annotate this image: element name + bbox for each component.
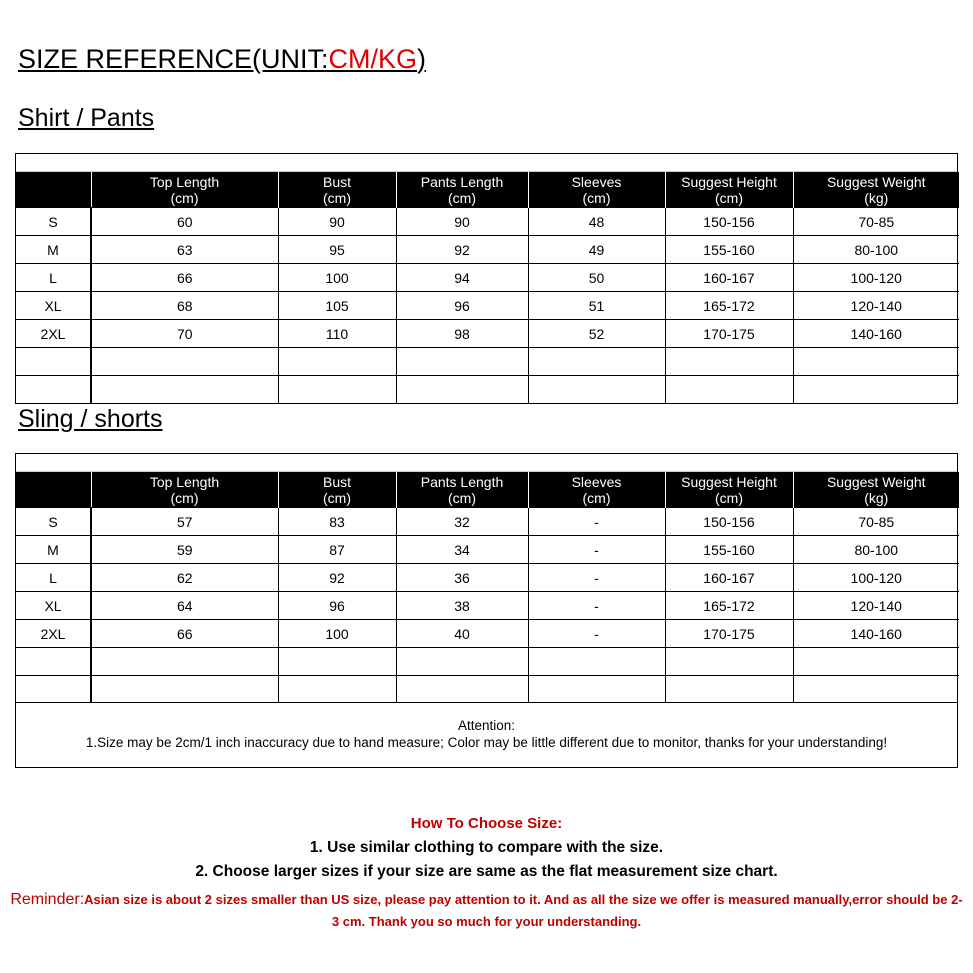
table-cell: 2XL (16, 620, 91, 648)
table-cell: - (528, 536, 665, 564)
table-cell: 92 (396, 236, 528, 264)
table-cell (278, 376, 396, 404)
table-cell: 32 (396, 508, 528, 536)
table-row (16, 208, 959, 236)
column-header: Pants Length (cm) (396, 172, 528, 208)
table-cell: 150-156 (665, 508, 793, 536)
table-row (16, 620, 959, 648)
table-cell: - (528, 620, 665, 648)
table-row (16, 592, 959, 620)
table-cell: 60 (91, 208, 278, 236)
table-cell (278, 676, 396, 704)
table-row (16, 292, 959, 320)
table-cell: 110 (278, 320, 396, 348)
table-cell: 48 (528, 208, 665, 236)
table-cell: 98 (396, 320, 528, 348)
table-cell (665, 348, 793, 376)
attention-note: Attention: 1.Size may be 2cm/1 inch inaccuracy due to hand measure; Color may be little different due to monitor, thanks for your understanding! (15, 702, 958, 768)
header-row (16, 172, 959, 208)
table-cell: 150-156 (665, 208, 793, 236)
table-cell (396, 648, 528, 676)
table-cell: 40 (396, 620, 528, 648)
table-cell (665, 648, 793, 676)
table-cell: 96 (278, 592, 396, 620)
table-cell: M (16, 536, 91, 564)
table-cell: XL (16, 292, 91, 320)
howto-step-2: 2. Choose larger sizes if your size are same as the flat measurement size chart. (195, 863, 778, 880)
table-row (16, 320, 959, 348)
table-cell (278, 348, 396, 376)
table-cell: 63 (91, 236, 278, 264)
table-cell: XL (16, 592, 91, 620)
table-cell (793, 348, 959, 376)
table-cell: 80-100 (793, 236, 959, 264)
howto-title: How To Choose Size: (410, 815, 563, 832)
table-cell (16, 348, 91, 376)
empty-row (16, 676, 959, 704)
table-cell: 49 (528, 236, 665, 264)
column-header: Suggest Height (cm) (665, 172, 793, 208)
table-cell: 165-172 (665, 592, 793, 620)
howto-step-1: 1. Use similar clothing to compare with the size. (309, 839, 664, 856)
table-cell: 87 (278, 536, 396, 564)
blank-row (16, 154, 957, 172)
empty-row (16, 648, 959, 676)
table-cell (793, 376, 959, 404)
reminder-note: Reminder:Asian size is about 2 sizes smaller than US size, please pay attention to it. And as all the size we offer is measured manually,error should be 2-3 cm. Thank you so much for your understanding. (10, 891, 963, 929)
table-cell (528, 376, 665, 404)
table (16, 472, 959, 703)
table-cell (665, 376, 793, 404)
table-cell (528, 648, 665, 676)
table-cell (528, 348, 665, 376)
column-header: Sleeves (cm) (528, 172, 665, 208)
table-cell (396, 376, 528, 404)
table-cell: 120-140 (793, 292, 959, 320)
column-header: Suggest Weight (kg) (793, 472, 959, 508)
table-cell: 34 (396, 536, 528, 564)
table-cell (16, 648, 91, 676)
size-table-sling-shorts (15, 453, 958, 703)
table-cell: 140-160 (793, 320, 959, 348)
table-cell: 70 (91, 320, 278, 348)
table-cell: 105 (278, 292, 396, 320)
column-header: Top Length (cm) (91, 172, 278, 208)
column-header (16, 172, 91, 208)
section-heading-shirt-pants: Shirt / Pants (18, 104, 155, 132)
column-header: Bust (cm) (278, 472, 396, 508)
table-cell: 155-160 (665, 236, 793, 264)
table-cell (91, 648, 278, 676)
column-header: Suggest Weight (kg) (793, 172, 959, 208)
table-cell: 95 (278, 236, 396, 264)
table-cell: 50 (528, 264, 665, 292)
column-header: Suggest Height (cm) (665, 472, 793, 508)
table-cell: 38 (396, 592, 528, 620)
empty-row (16, 348, 959, 376)
table-cell: 165-172 (665, 292, 793, 320)
header-row (16, 472, 959, 508)
blank-row (16, 454, 957, 472)
column-header: Pants Length (cm) (396, 472, 528, 508)
section-heading-sling-shorts: Sling / shorts (18, 405, 163, 433)
size-table-shirt-pants (15, 153, 958, 404)
column-header: Sleeves (cm) (528, 472, 665, 508)
table-cell: 52 (528, 320, 665, 348)
table-cell: 90 (396, 208, 528, 236)
table-row (16, 236, 959, 264)
table-cell: 170-175 (665, 320, 793, 348)
table-cell: 140-160 (793, 620, 959, 648)
table-cell: 160-167 (665, 564, 793, 592)
table-cell: S (16, 208, 91, 236)
unit-label: CM/KG (328, 44, 418, 74)
column-header: Bust (cm) (278, 172, 396, 208)
table-cell (528, 676, 665, 704)
table-cell (91, 348, 278, 376)
empty-row (16, 376, 959, 404)
table-row (16, 508, 959, 536)
table-cell: 66 (91, 264, 278, 292)
table-cell (91, 376, 278, 404)
table-cell: 68 (91, 292, 278, 320)
table-row (16, 264, 959, 292)
table-cell: 92 (278, 564, 396, 592)
table-cell: 83 (278, 508, 396, 536)
table-cell: 155-160 (665, 536, 793, 564)
table-cell (793, 676, 959, 704)
table-cell: 70-85 (793, 208, 959, 236)
table-row (16, 564, 959, 592)
table-cell (665, 676, 793, 704)
table-cell: - (528, 508, 665, 536)
table-cell: 66 (91, 620, 278, 648)
table-cell (396, 348, 528, 376)
table-cell: 64 (91, 592, 278, 620)
table-cell: M (16, 236, 91, 264)
table-cell: 94 (396, 264, 528, 292)
table-cell: 100 (278, 264, 396, 292)
table-cell: S (16, 508, 91, 536)
table-cell: 59 (91, 536, 278, 564)
table-cell: - (528, 592, 665, 620)
table-cell: 170-175 (665, 620, 793, 648)
table-cell: 80-100 (793, 536, 959, 564)
table-cell (16, 676, 91, 704)
table-cell: 36 (396, 564, 528, 592)
table-cell: 100-120 (793, 264, 959, 292)
table-cell: L (16, 564, 91, 592)
table-cell (793, 648, 959, 676)
table-cell: 57 (91, 508, 278, 536)
table-cell: 100 (278, 620, 396, 648)
table-cell (91, 676, 278, 704)
table-cell: 100-120 (793, 564, 959, 592)
table-cell: 2XL (16, 320, 91, 348)
table-cell (396, 676, 528, 704)
table-cell: 51 (528, 292, 665, 320)
table-cell: 96 (396, 292, 528, 320)
table-cell: 160-167 (665, 264, 793, 292)
table-cell (278, 648, 396, 676)
table-row (16, 536, 959, 564)
table-cell: 120-140 (793, 592, 959, 620)
table-cell: L (16, 264, 91, 292)
table-cell: 62 (91, 564, 278, 592)
page-title: SIZE REFERENCE(UNIT:CM/KG) (18, 44, 427, 74)
table-cell (16, 376, 91, 404)
column-header (16, 472, 91, 508)
table-cell: 70-85 (793, 508, 959, 536)
table-cell: 90 (278, 208, 396, 236)
table-cell: - (528, 564, 665, 592)
column-header: Top Length (cm) (91, 472, 278, 508)
table (16, 172, 959, 403)
